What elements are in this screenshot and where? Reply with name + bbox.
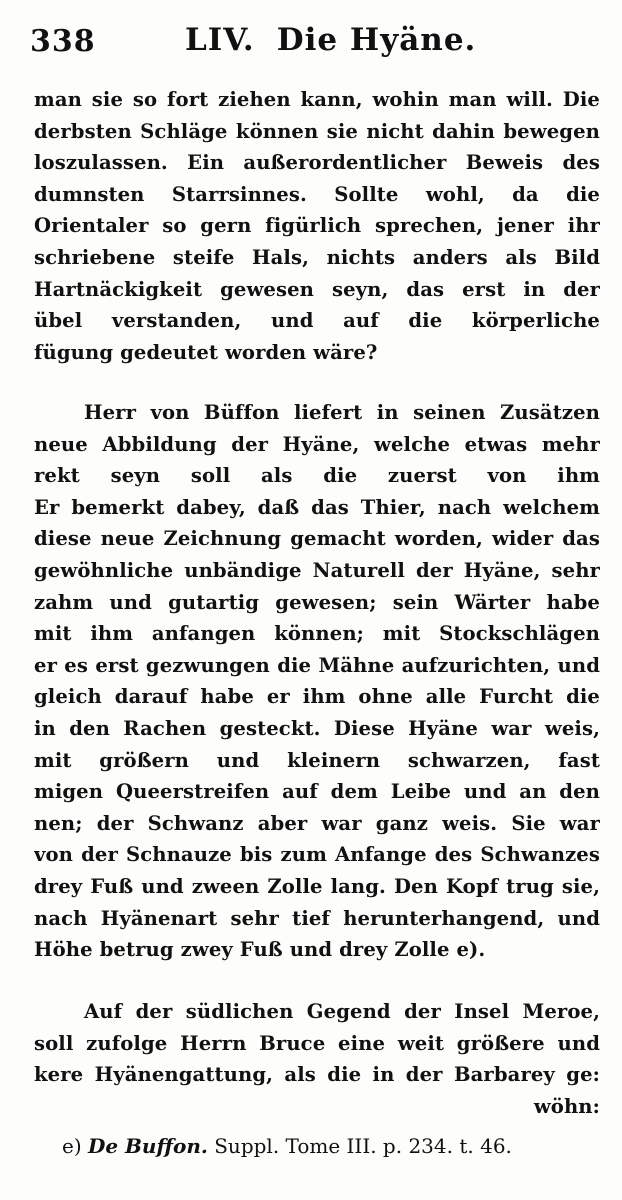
text-line: drey Fuß und zween Zolle lang. Den Kopf trug sie, <box>34 874 600 898</box>
text-line: Höhe betrug zwey Fuß und drey Zolle e). <box>34 938 486 962</box>
text-line: zahm und gutartig gewesen; sein Wärter habe <box>34 590 600 614</box>
text-line: übel verstanden, und auf die körperliche <box>34 309 600 333</box>
footnote-marker: e) <box>62 1134 82 1158</box>
footnote <box>62 1132 512 1160</box>
text-line: er es erst gezwungen die Mähne aufzurichten, und <box>34 653 600 677</box>
text-line: rekt seyn soll als die zuerst von ihm <box>34 464 600 488</box>
page-number: 338 <box>30 24 96 59</box>
text-line: kere Hyänengattung, als die in der Barbarey ge: <box>34 1063 600 1087</box>
text-line: Hartnäckigkeit gewesen seyn, das erst in der <box>34 277 600 301</box>
paragraph-1 <box>34 84 600 368</box>
text-line: nach Hyänenart sehr tief herunterhangend, und <box>34 906 600 930</box>
text-line: fügung gedeutet worden wäre? <box>34 340 378 364</box>
text-line: loszulassen. Ein außerordentlicher Beweis des <box>34 151 600 175</box>
text-line: Auf der südlichen Gegend der Insel Meroe, <box>84 1000 600 1023</box>
text-line: Er bemerkt dabey, daß das Thier, nach welchem <box>34 495 600 519</box>
text-line: von der Schnauze bis zum Anfange des Schwanzes <box>34 843 600 867</box>
footnote-citation: Suppl. Tome III. p. 234. t. 46. <box>214 1134 512 1158</box>
text-line: nen; der Schwanz aber war ganz weis. Sie war <box>34 811 600 835</box>
text-line: in den Rachen gesteckt. Diese Hyäne war weis, <box>34 716 600 740</box>
running-head <box>185 22 476 58</box>
text-line: diese neue Zeichnung gemacht worden, wider das <box>34 527 600 551</box>
text-line: Orientaler so gern figürlich sprechen, jener ihr <box>34 214 600 238</box>
chapter-number: LIV. <box>185 22 255 58</box>
paragraph-3 <box>34 996 600 1122</box>
chapter-title: Die Hyäne. <box>276 22 477 58</box>
text-line: mit ihm anfangen können; mit Stockschlägen <box>34 622 600 646</box>
paragraph-2 <box>34 397 600 966</box>
text-line: man sie so fort ziehen kann, wohin man will. Die <box>34 88 600 111</box>
text-line: soll zufolge Herrn Bruce eine weit größere und <box>34 1031 600 1055</box>
page-header <box>0 14 622 64</box>
text-line: gleich darauf habe er ihm ohne alle Furcht die <box>34 685 600 709</box>
text-line: derbsten Schläge können sie nicht dahin bewegen <box>34 119 600 143</box>
text-line: dumnsten Starrsinnes. Sollte wohl, da die <box>34 182 600 206</box>
text-line: mit größern und kleinern schwarzen, fast <box>34 748 600 772</box>
text-line: neue Abbildung der Hyäne, welche etwas mehr <box>34 432 600 456</box>
catchword: wöhn: <box>533 1094 600 1118</box>
text-line: migen Queerstreifen auf dem Leibe und an den <box>34 780 600 804</box>
text-line: gewöhnliche unbändige Naturell der Hyäne, sehr <box>34 558 600 582</box>
footnote-author: De Buffon. <box>88 1134 208 1158</box>
text-line: Herr von Büffon liefert in seinen Zusätzen <box>84 401 600 424</box>
text-line: schriebene steife Hals, nichts anders als Bild <box>34 245 600 269</box>
